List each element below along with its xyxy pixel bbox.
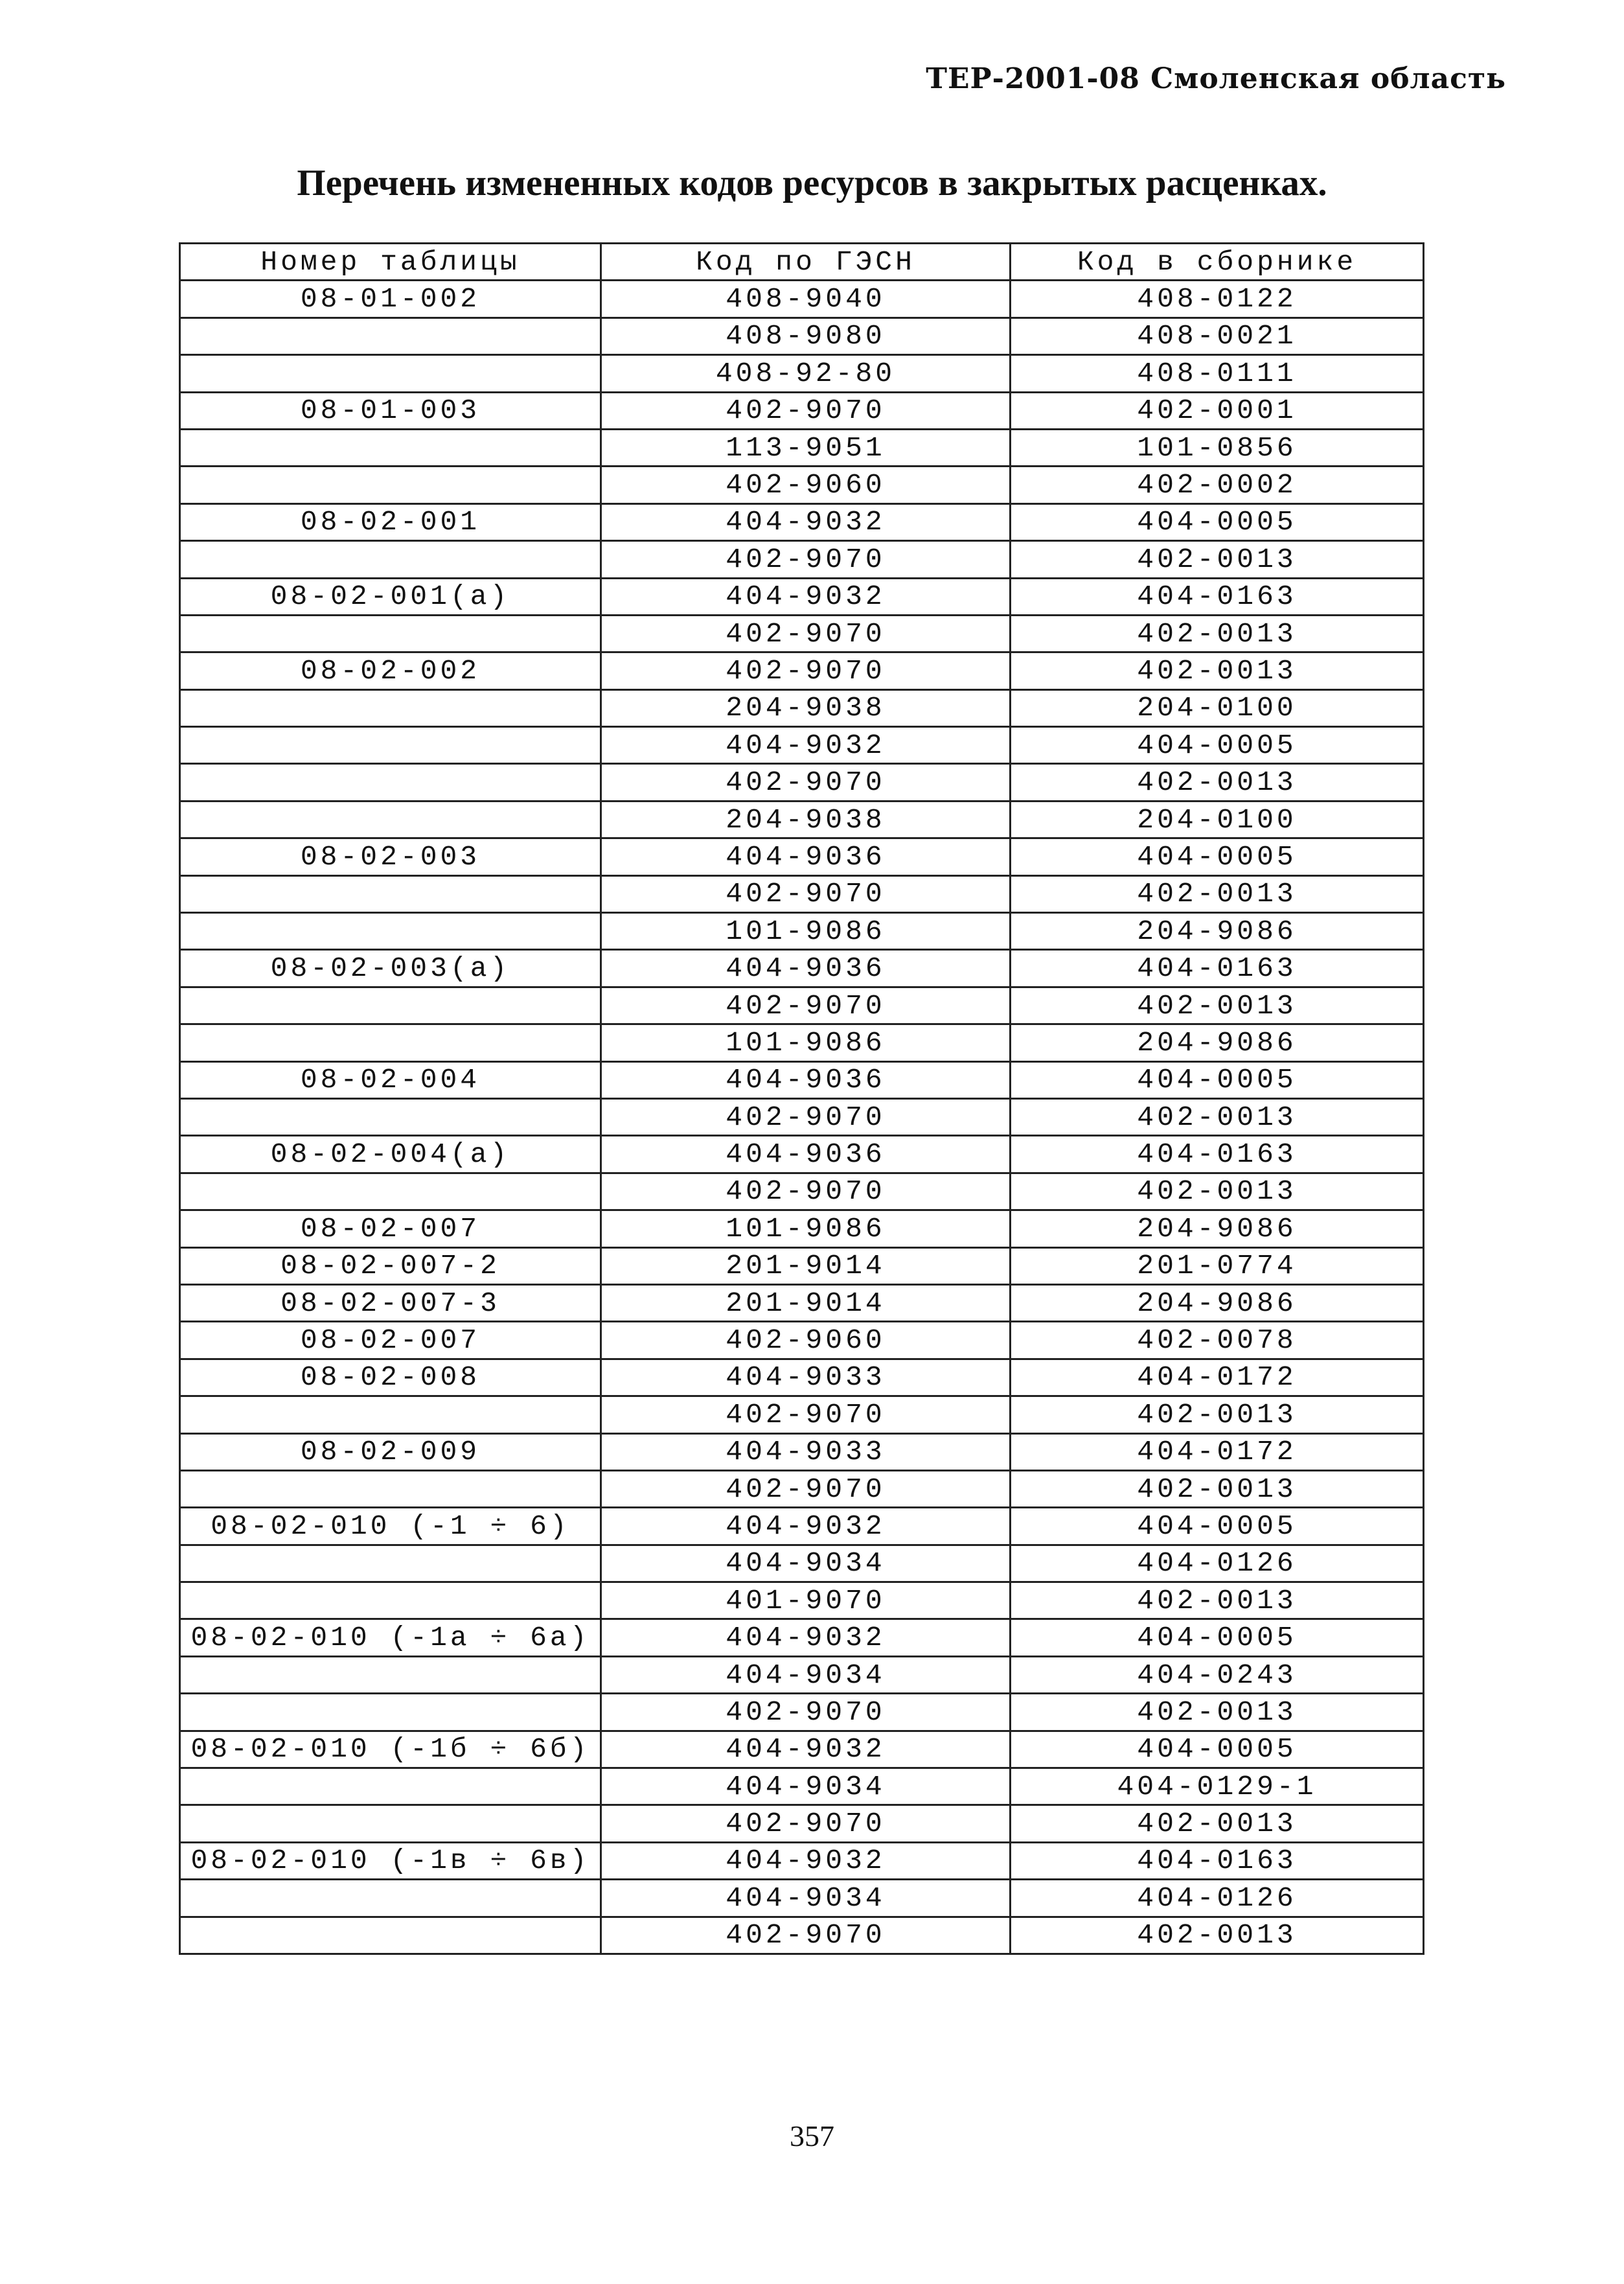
collection-code-cell: 404-0005 (1011, 1508, 1424, 1545)
table-number-cell (180, 1805, 601, 1842)
table-number-cell (180, 801, 601, 838)
table-number-cell: 08-02-009 (180, 1433, 601, 1470)
table-row (180, 801, 1424, 838)
collection-code-cell: 402-0013 (1011, 1396, 1424, 1433)
collection-code-cell: 404-0005 (1011, 1731, 1424, 1768)
collection-code-cell: 408-0111 (1011, 355, 1424, 392)
table-number-cell: 08-02-004 (180, 1061, 601, 1098)
table-number-cell (180, 467, 601, 503)
table-row (180, 764, 1424, 801)
table-row (180, 1619, 1424, 1656)
table-row (180, 1545, 1424, 1582)
page-number: 357 (790, 2119, 834, 2152)
collection-code-cell: 404-0005 (1011, 727, 1424, 764)
collection-code-cell: 402-0013 (1011, 1470, 1424, 1507)
column-header-gesn-code: Код по ГЭСН (601, 244, 1011, 281)
collection-code-cell: 402-0013 (1011, 1694, 1424, 1731)
table-number-cell (180, 1694, 601, 1731)
gesn-code-cell: 402-9070 (601, 1805, 1011, 1842)
gesn-code-cell: 404-9033 (601, 1433, 1011, 1470)
table-row (180, 467, 1424, 503)
table-number-cell: 08-02-010 (-1б ÷ 6б) (180, 1731, 601, 1768)
gesn-code-cell: 402-9060 (601, 467, 1011, 503)
table-number-cell: 08-02-001 (180, 503, 601, 540)
collection-code-cell: 402-0013 (1011, 1805, 1424, 1842)
gesn-code-cell: 101-9086 (601, 1024, 1011, 1061)
table-number-cell: 08-02-010 (-1 ÷ 6) (180, 1508, 601, 1545)
collection-code-cell: 404-0163 (1011, 950, 1424, 987)
gesn-code-cell: 404-9032 (601, 727, 1011, 764)
collection-code-cell: 402-0013 (1011, 1917, 1424, 1954)
table-number-cell (180, 1880, 601, 1917)
gesn-code-cell: 404-9032 (601, 1619, 1011, 1656)
table-number-cell (180, 727, 601, 764)
table-number-cell: 08-02-004(а) (180, 1136, 601, 1173)
collection-code-cell: 402-0013 (1011, 541, 1424, 578)
table-number-cell (180, 1582, 601, 1619)
collection-code-cell: 408-0021 (1011, 317, 1424, 354)
gesn-code-cell: 113-9051 (601, 429, 1011, 466)
table-number-cell (180, 317, 601, 354)
table-number-cell (180, 429, 601, 466)
collection-code-cell: 402-0013 (1011, 987, 1424, 1024)
table-number-cell (180, 541, 601, 578)
table-row (180, 838, 1424, 875)
table-row (180, 1508, 1424, 1545)
table-row (180, 1061, 1424, 1098)
table-number-cell (180, 913, 601, 950)
table-row (180, 1396, 1424, 1433)
collection-code-cell: 404-0005 (1011, 1619, 1424, 1656)
table-number-cell (180, 1098, 601, 1135)
table-number-cell: 08-02-003(а) (180, 950, 601, 987)
gesn-code-cell: 402-9070 (601, 987, 1011, 1024)
table-row (180, 987, 1424, 1024)
collection-code-cell: 404-0163 (1011, 1136, 1424, 1173)
table-row (180, 875, 1424, 912)
gesn-code-cell: 201-9014 (601, 1247, 1011, 1284)
collection-code-cell: 402-0002 (1011, 467, 1424, 503)
table-row (180, 1880, 1424, 1917)
gesn-code-cell: 402-9070 (601, 1694, 1011, 1731)
table-number-cell: 08-02-008 (180, 1359, 601, 1396)
table-number-cell: 08-02-002 (180, 652, 601, 689)
table-row (180, 1359, 1424, 1396)
table-row (180, 1173, 1424, 1210)
collection-code-cell: 204-0100 (1011, 689, 1424, 726)
collection-code-cell: 402-0013 (1011, 1173, 1424, 1210)
collection-code-cell: 404-0163 (1011, 578, 1424, 615)
table-row (180, 1768, 1424, 1805)
table-body (180, 281, 1424, 1954)
table-row (180, 392, 1424, 429)
collection-code-cell: 402-0013 (1011, 652, 1424, 689)
collection-code-cell: 404-0005 (1011, 503, 1424, 540)
column-header-collection-code: Код в сборнике (1011, 244, 1424, 281)
collection-code-cell: 402-0013 (1011, 764, 1424, 801)
table-number-cell (180, 987, 601, 1024)
table-number-cell (180, 355, 601, 392)
collection-code-cell: 402-0013 (1011, 1582, 1424, 1619)
table-row (180, 429, 1424, 466)
gesn-code-cell: 402-9070 (601, 652, 1011, 689)
table-number-cell (180, 1656, 601, 1693)
collection-code-cell: 204-9086 (1011, 913, 1424, 950)
collection-code-cell: 408-0122 (1011, 281, 1424, 317)
gesn-code-cell: 404-9032 (601, 578, 1011, 615)
table-header (180, 244, 1424, 281)
gesn-code-cell: 404-9036 (601, 838, 1011, 875)
column-header-table-number: Номер таблицы (180, 244, 601, 281)
table-row (180, 1842, 1424, 1879)
table-row (180, 652, 1424, 689)
gesn-code-cell: 404-9034 (601, 1545, 1011, 1582)
page-header: ТЕР-2001-08 Смоленская область (926, 62, 1506, 95)
gesn-code-cell: 402-9070 (601, 1098, 1011, 1135)
table-row (180, 1210, 1424, 1247)
collection-code-cell: 404-0129-1 (1011, 1768, 1424, 1805)
collection-code-cell: 404-0126 (1011, 1545, 1424, 1582)
table-number-cell (180, 1470, 601, 1507)
collection-code-cell: 402-0013 (1011, 875, 1424, 912)
table-number-cell: 08-02-007-3 (180, 1284, 601, 1321)
table-number-cell: 08-01-003 (180, 392, 601, 429)
gesn-code-cell: 402-9070 (601, 764, 1011, 801)
collection-code-cell: 404-0172 (1011, 1359, 1424, 1396)
table-row (180, 913, 1424, 950)
table-row (180, 1694, 1424, 1731)
collection-code-cell: 404-0243 (1011, 1656, 1424, 1693)
gesn-code-cell: 201-9014 (601, 1284, 1011, 1321)
gesn-code-cell: 402-9070 (601, 392, 1011, 429)
gesn-code-cell: 404-9034 (601, 1768, 1011, 1805)
table-row (180, 1098, 1424, 1135)
table-number-cell (180, 1768, 601, 1805)
table-number-cell (180, 1024, 601, 1061)
gesn-code-cell: 408-92-80 (601, 355, 1011, 392)
table-number-cell: 08-02-007-2 (180, 1247, 601, 1284)
collection-code-cell: 402-0001 (1011, 392, 1424, 429)
collection-code-cell: 201-0774 (1011, 1247, 1424, 1284)
collection-code-cell: 404-0163 (1011, 1842, 1424, 1879)
table-row (180, 1322, 1424, 1359)
gesn-code-cell: 402-9060 (601, 1322, 1011, 1359)
table-row (180, 1433, 1424, 1470)
table-row (180, 950, 1424, 987)
collection-code-cell: 101-0856 (1011, 429, 1424, 466)
gesn-code-cell: 101-9086 (601, 1210, 1011, 1247)
table-row (180, 503, 1424, 540)
table-number-cell (180, 1396, 601, 1433)
gesn-code-cell: 404-9034 (601, 1656, 1011, 1693)
collection-code-cell: 402-0013 (1011, 615, 1424, 652)
table-row (180, 355, 1424, 392)
gesn-code-cell: 404-9032 (601, 1842, 1011, 1879)
gesn-code-cell: 404-9036 (601, 1136, 1011, 1173)
gesn-code-cell: 101-9086 (601, 913, 1011, 950)
table-number-cell (180, 689, 601, 726)
gesn-code-cell: 408-9080 (601, 317, 1011, 354)
collection-code-cell: 402-0078 (1011, 1322, 1424, 1359)
table-row (180, 1917, 1424, 1954)
collection-code-cell: 204-0100 (1011, 801, 1424, 838)
gesn-code-cell: 408-9040 (601, 281, 1011, 317)
table-row (180, 1656, 1424, 1693)
table-row (180, 1284, 1424, 1321)
gesn-code-cell: 404-9032 (601, 503, 1011, 540)
gesn-code-cell: 402-9070 (601, 1173, 1011, 1210)
resource-codes-table (179, 242, 1424, 1955)
table-row (180, 1470, 1424, 1507)
gesn-code-cell: 404-9036 (601, 1061, 1011, 1098)
table-number-cell: 08-02-007 (180, 1322, 601, 1359)
collection-code-cell: 404-0126 (1011, 1880, 1424, 1917)
table-row (180, 1136, 1424, 1173)
table-header-row (180, 244, 1424, 281)
table-row (180, 1731, 1424, 1768)
gesn-code-cell: 204-9038 (601, 689, 1011, 726)
collection-code-cell: 204-9086 (1011, 1024, 1424, 1061)
gesn-code-cell: 404-9032 (601, 1731, 1011, 1768)
table-row (180, 1247, 1424, 1284)
table-row (180, 615, 1424, 652)
collection-code-cell: 404-0005 (1011, 838, 1424, 875)
table-row (180, 578, 1424, 615)
table-row (180, 1582, 1424, 1619)
table-row (180, 689, 1424, 726)
gesn-code-cell: 404-9034 (601, 1880, 1011, 1917)
table-number-cell (180, 615, 601, 652)
table-row (180, 1805, 1424, 1842)
gesn-code-cell: 404-9036 (601, 950, 1011, 987)
table-row (180, 541, 1424, 578)
table-number-cell: 08-02-003 (180, 838, 601, 875)
table-row (180, 1024, 1424, 1061)
gesn-code-cell: 402-9070 (601, 1470, 1011, 1507)
gesn-code-cell: 204-9038 (601, 801, 1011, 838)
collection-code-cell: 404-0005 (1011, 1061, 1424, 1098)
table-number-cell: 08-01-002 (180, 281, 601, 317)
gesn-code-cell: 402-9070 (601, 615, 1011, 652)
collection-code-cell: 402-0013 (1011, 1098, 1424, 1135)
table-row (180, 281, 1424, 317)
table-number-cell (180, 764, 601, 801)
gesn-code-cell: 402-9070 (601, 541, 1011, 578)
table-number-cell (180, 1917, 601, 1954)
table-row (180, 317, 1424, 354)
table-row (180, 727, 1424, 764)
gesn-code-cell: 402-9070 (601, 1396, 1011, 1433)
table-number-cell (180, 875, 601, 912)
collection-code-cell: 204-9086 (1011, 1284, 1424, 1321)
gesn-code-cell: 402-9070 (601, 1917, 1011, 1954)
table-number-cell: 08-02-010 (-1в ÷ 6в) (180, 1842, 601, 1879)
gesn-code-cell: 402-9070 (601, 875, 1011, 912)
table-number-cell: 08-02-001(а) (180, 578, 601, 615)
page-title: Перечень измененных кодов ресурсов в закрытых расценках. (297, 163, 1327, 203)
gesn-code-cell: 404-9033 (601, 1359, 1011, 1396)
table-number-cell (180, 1545, 601, 1582)
collection-code-cell: 204-9086 (1011, 1210, 1424, 1247)
collection-code-cell: 404-0172 (1011, 1433, 1424, 1470)
table-number-cell: 08-02-010 (-1а ÷ 6а) (180, 1619, 601, 1656)
gesn-code-cell: 401-9070 (601, 1582, 1011, 1619)
table-number-cell (180, 1173, 601, 1210)
gesn-code-cell: 404-9032 (601, 1508, 1011, 1545)
table-number-cell: 08-02-007 (180, 1210, 601, 1247)
